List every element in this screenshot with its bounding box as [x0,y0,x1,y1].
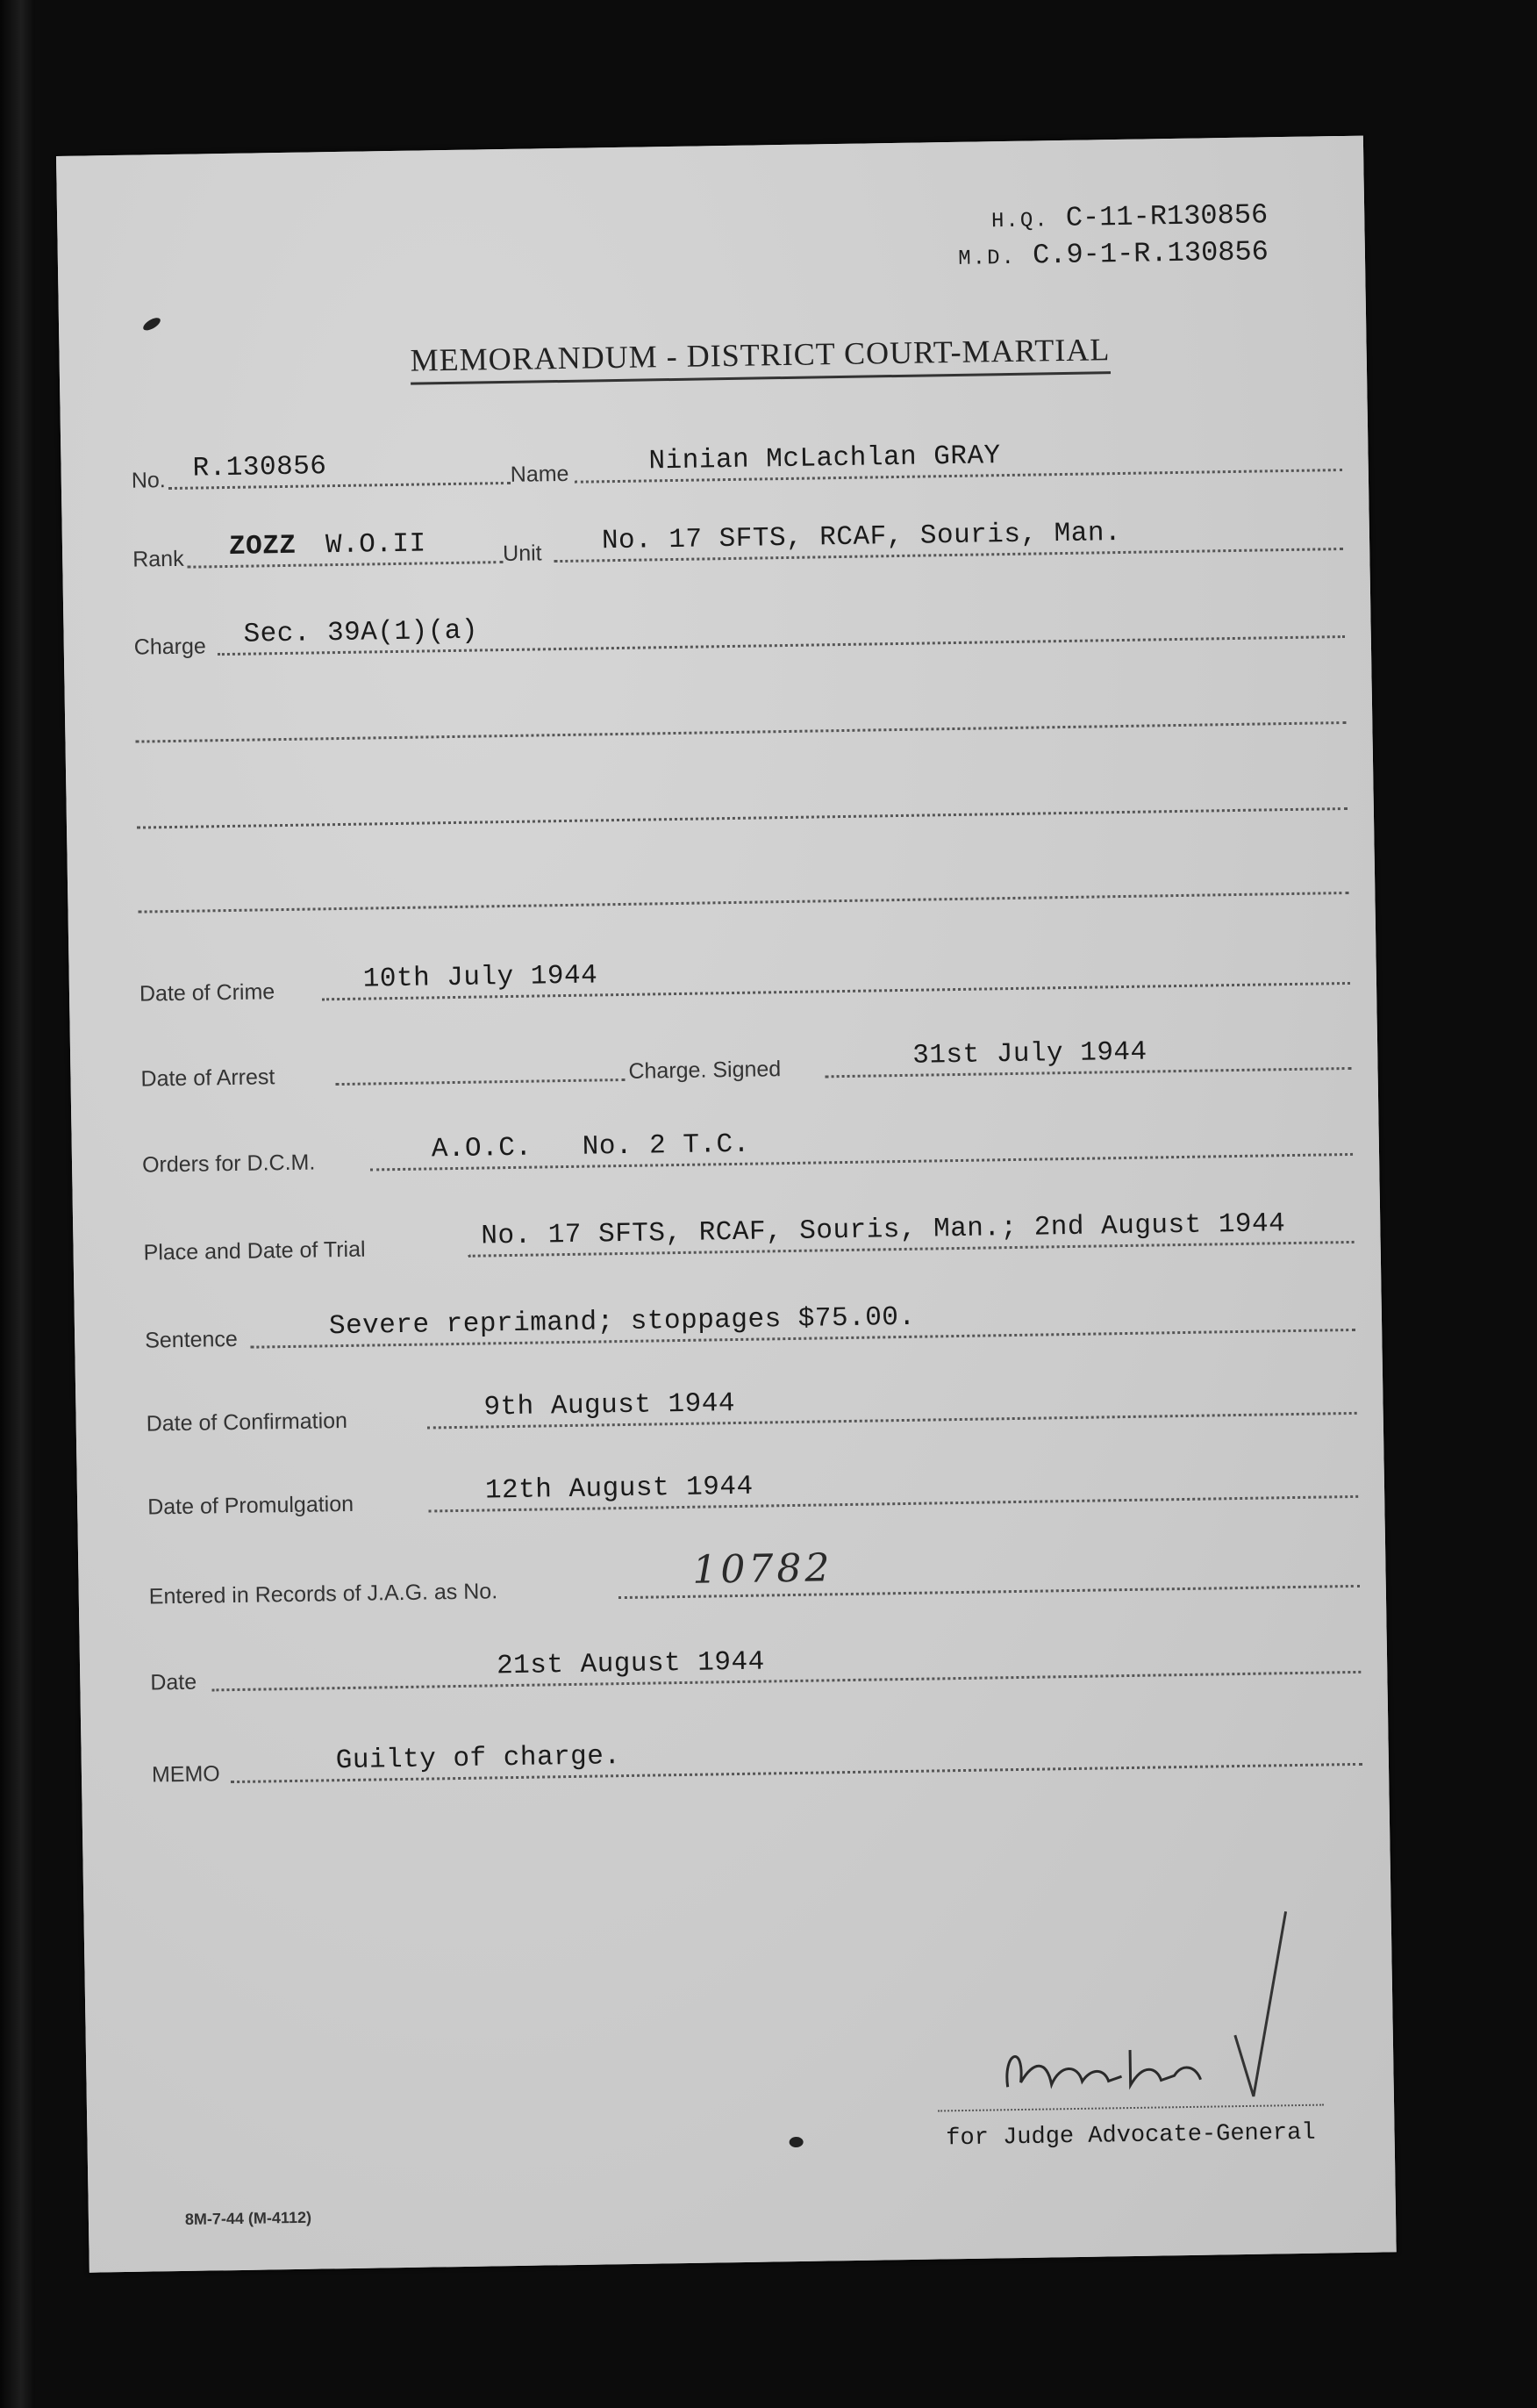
number-label: No. [131,468,166,493]
row-promulgation [147,1452,1359,1524]
row-trial [143,1198,1355,1270]
row-date-of-crime [139,939,1350,1011]
handwritten-signature [998,2031,1262,2105]
row-charge [133,592,1345,664]
document-title: MEMORANDUM - DISTRICT COURT-MARTIAL [410,331,1110,385]
name-label: Name [510,461,569,487]
blank-dotted-line [137,807,1348,829]
date-of-crime-value: 10th July 1944 [362,960,598,995]
date-line [211,1671,1361,1692]
row-jag-records [148,1542,1360,1614]
hq-label: H.Q. [990,209,1049,234]
rank-value: W.O.II [325,528,426,562]
rank-label: Rank [132,546,184,572]
place-date-trial-label: Place and Date of Trial [143,1236,366,1265]
jag-record-number-handwritten: 10782 [691,1545,833,1593]
person-name: Ninian McLachlan GRAY [648,441,1001,477]
blank-line-2 [136,764,1348,836]
row-rank-unit [132,505,1344,577]
date-of-crime-label: Date of Crime [139,979,275,1007]
sentence-label: Sentence [144,1326,239,1353]
row-number-name [131,426,1342,498]
memo-value: Guilty of charge. [335,1741,621,1777]
charge-signed-line [826,1067,1352,1078]
signature-line [938,2104,1324,2112]
md-label: M.D. [958,246,1017,271]
hq-number: C-11-R130856 [1065,198,1269,234]
row-confirmation [146,1369,1357,1441]
date-of-confirmation-label: Date of Confirmation [146,1408,348,1437]
blank-line-1 [135,678,1347,750]
film-edge [0,0,35,2408]
check-mark [1224,1903,1298,2105]
row-memo [151,1720,1362,1792]
memo-label: MEMO [151,1761,220,1788]
signature-caption: for Judge Advocate-General [946,2119,1316,2153]
md-reference [958,235,1269,273]
md-number: C.9-1-R.130856 [1032,235,1269,272]
orders-for-dcm-label: Orders for D.C.M. [141,1150,316,1178]
ink-mark [141,315,162,333]
date-label: Date [150,1669,197,1695]
row-date [150,1628,1362,1700]
court-martial-memo-document [56,136,1397,2273]
date-of-arrest-line [336,1079,626,1086]
charge-label: Charge [133,634,207,660]
charge-value: Sec. 39A(1)(a) [243,615,479,650]
service-number: R.130856 [192,451,327,484]
orders-for-dcm-value: A.O.C. No. 2 T.C. [431,1129,751,1165]
row-arrest-signed [140,1024,1352,1096]
date-of-arrest-label: Date of Arrest [140,1064,275,1092]
hq-reference [991,198,1269,235]
row-orders-dcm [141,1110,1353,1182]
jag-records-label: Entered in Records of J.A.G. as No. [148,1579,498,1609]
blank-dotted-line [135,721,1346,743]
blank-line-3 [138,849,1349,921]
form-code: 8M-7-44 (M-4112) [184,2208,312,2228]
place-date-trial-value: No. 17 SFTS, RCAF, Souris, Man.; 2nd August 1944 [481,1208,1286,1252]
unit-value: No. 17 SFTS, RCAF, Souris, Man. [601,517,1122,557]
sentence-value: Severe reprimand; stoppages $75.00. [328,1301,916,1343]
unit-label: Unit [502,541,542,567]
charge-signed-label: Charge. Signed [628,1057,782,1084]
blank-dotted-line [139,892,1349,914]
rank-struck-text: ZOZZ [228,530,297,563]
charge-signed-value: 31st July 1944 [911,1036,1147,1071]
date-of-promulgation-value: 12th August 1944 [484,1471,754,1507]
date-of-promulgation-label: Date of Promulgation [147,1491,354,1520]
date-of-confirmation-value: 9th August 1944 [483,1388,736,1423]
date-value: 21st August 1944 [496,1646,765,1682]
row-sentence [145,1286,1356,1358]
ink-blot [790,2137,804,2147]
